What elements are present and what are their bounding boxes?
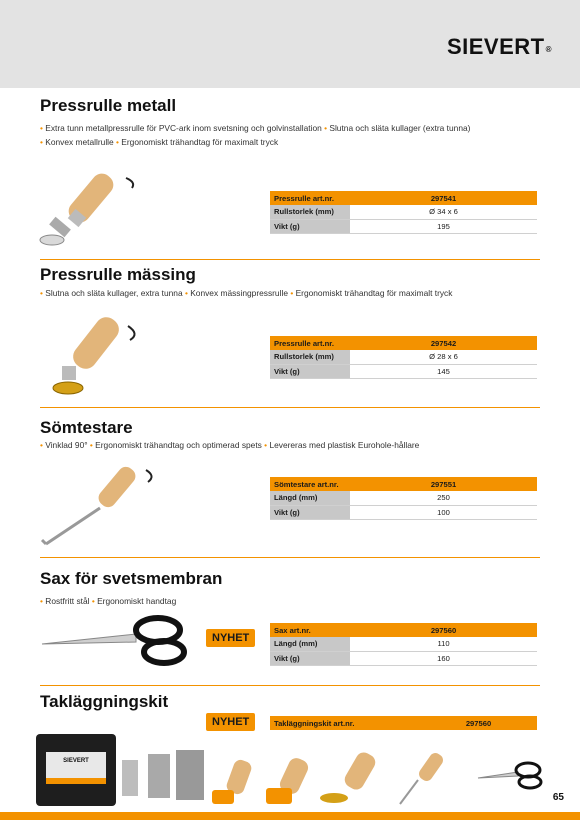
page-header [0, 0, 580, 88]
spec-table: Sömtestare art.nr. 297551 Längd (mm) 250 Vikt (g) 100 [270, 477, 537, 520]
metal-press-roller-image [38, 160, 148, 252]
page-number: 65 [552, 792, 564, 803]
case-label: SIEVERT [63, 758, 89, 764]
section-title: Sömtestare [40, 418, 133, 437]
spec-table: Pressrulle art.nr. 297542 Rullstorlek (mm) Ø 28 x 6 Vikt (g) 145 [270, 336, 537, 379]
section-bullets: • Vinklad 90° • Ergonomiskt trähandtag och optimerad spets • Levereras med plastisk Eurohole-hållare [40, 440, 420, 450]
brass-press-roller-image [38, 308, 148, 400]
section-divider [40, 557, 540, 558]
section-divider [40, 407, 540, 408]
section-title: Pressrulle mässing [40, 265, 196, 284]
roofing-kit-image [34, 730, 544, 810]
spec-table: Pressrulle art.nr. 297541 Rullstorlek (mm) Ø 34 x 6 Vikt (g) 195 [270, 191, 537, 234]
section-divider [40, 685, 540, 686]
new-badge: NYHET [206, 629, 255, 647]
section-title: Pressrulle metall [40, 96, 177, 115]
section-bullets: • Rostfritt stål • Ergonomiskt handtag [40, 596, 177, 606]
footer-bar [0, 812, 580, 820]
section-bullets: • Extra tunn metallpressrulle för PVC-ark inom svetsning och golvinstallation • Slutna och släta kullager (extra tunna) • Konvex metallrulle • Ergonomiskt trähandtag för maximalt tryck [40, 123, 471, 147]
spec-table: Sax art.nr. 297560 Längd (mm) 110 Vikt (g) 160 [270, 623, 537, 666]
scissors-image [40, 612, 190, 668]
spec-table: Takläggningskit art.nr. 297560 [270, 716, 537, 730]
sievert-logo: SIEVERT® [446, 34, 552, 59]
section-title: Takläggningskit [40, 692, 169, 711]
new-badge: NYHET [206, 713, 255, 731]
section-title: Sax för svetsmembran [40, 569, 223, 588]
section-bullets: • Slutna och släta kullager, extra tunna • Konvex mässingpressrulle • Ergonomiskt trähandtag för maximalt tryck [40, 288, 453, 298]
seam-tester-image [38, 460, 168, 550]
section-divider [40, 259, 540, 260]
